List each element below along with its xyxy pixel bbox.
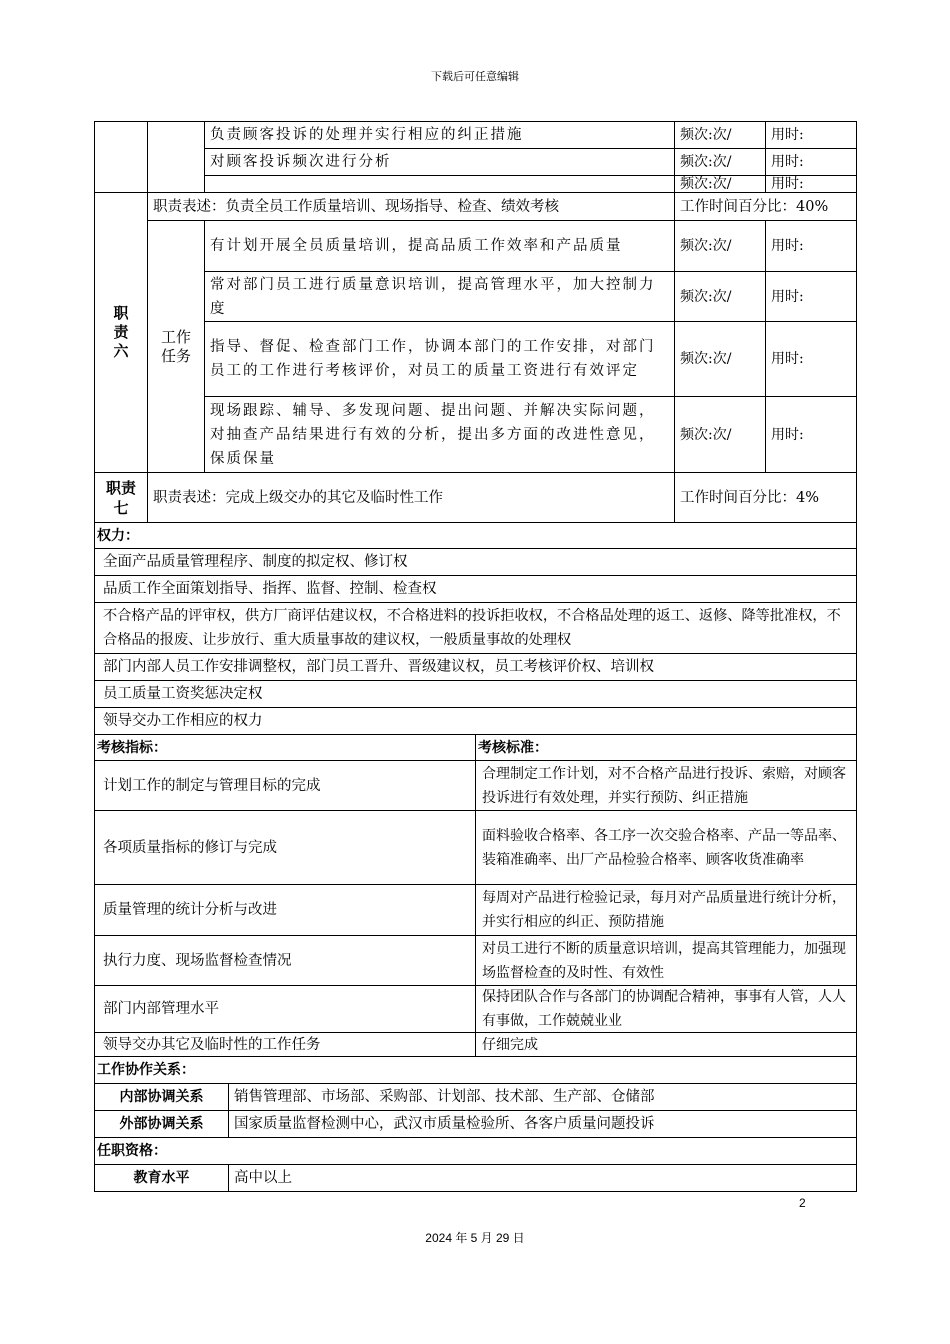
task-frequency: 频次:次/ bbox=[674, 121, 766, 149]
assessment-standard: 合理制定工作计划，对不合格产品进行投诉、索赔，对顾客投诉进行有效处理，并实行预防、纠正措施 bbox=[475, 760, 857, 811]
task-time: 用时: bbox=[765, 271, 857, 322]
qualification-section-title: 任职资格： bbox=[94, 1137, 857, 1165]
task-frequency: 频次:次/ bbox=[674, 396, 766, 473]
rights-section-title: 权力： bbox=[94, 522, 857, 549]
task-frequency: 频次:次/ bbox=[674, 271, 766, 322]
internal-coordination-value: 销售管理部、市场部、采购部、计划部、技术部、生产部、仓储部 bbox=[228, 1083, 857, 1111]
task-text: 负责顾客投诉的处理并实行相应的纠正措施 bbox=[204, 121, 675, 149]
prev-task-label-cell bbox=[147, 121, 205, 193]
task-time: 用时: bbox=[765, 396, 857, 473]
assessment-indicator: 部门内部管理水平 bbox=[94, 985, 476, 1033]
internal-coordination-label: 内部协调关系 bbox=[94, 1083, 229, 1111]
duty-seven-label: 职责 七 bbox=[94, 472, 148, 523]
assessment-indicator: 计划工作的制定与管理目标的完成 bbox=[94, 760, 476, 811]
footer-date: 2024 年 5 月 29 日 bbox=[425, 1231, 525, 1245]
prev-duty-label-cell bbox=[94, 121, 148, 193]
task-text: 指导、督促、检查部门工作，协调本部门的工作安排，对部门员工的工作进行考核评价，对员工的质量工资进行有效评定 bbox=[204, 321, 675, 397]
assessment-indicator: 各项质量指标的修订与完成 bbox=[94, 810, 476, 885]
task-frequency: 频次:次/ bbox=[674, 321, 766, 397]
right-item: 不合格产品的评审权，供方厂商评估建议权，不合格进料的投诉拒收权，不合格品处理的返工、返修、降等批准权，不合格品的报废、让步放行、重大质量事故的建议权，一般质量事故的处理权 bbox=[94, 602, 857, 654]
task-time: 用时: bbox=[765, 321, 857, 397]
task-time: 用时: bbox=[765, 121, 857, 149]
assessment-standard-title: 考核标准： bbox=[475, 734, 857, 761]
task-frequency: 频次:次/ bbox=[674, 148, 766, 176]
duty-six-statement: 职责表述：负责全员工作质量培训、现场指导、检查、绩效考核 bbox=[147, 192, 675, 221]
duty-seven-statement: 职责表述：完成上级交办的其它及临时性工作 bbox=[147, 472, 675, 523]
task-frequency: 频次:次/ bbox=[674, 175, 766, 193]
task-text: 现场跟踪、辅导、多发现问题、提出问题、并解决实际问题，对抽查产品结果进行有效的分析，提出多方面的改进性意见，保质保量 bbox=[204, 396, 675, 473]
education-label: 教育水平 bbox=[94, 1164, 229, 1192]
assessment-standard: 保持团队合作与各部门的协调配合精神，事事有人管，人人有事做，工作兢兢业业 bbox=[475, 985, 857, 1033]
task-text: 常对部门员工进行质量意识培训，提高管理水平，加大控制力度 bbox=[204, 271, 675, 322]
task-frequency: 频次:次/ bbox=[674, 220, 766, 272]
right-item: 全面产品质量管理程序、制度的拟定权、修订权 bbox=[94, 548, 857, 576]
right-item: 品质工作全面策划指导、指挥、监督、控制、检查权 bbox=[94, 575, 857, 603]
task-text: 有计划开展全员质量培训，提高品质工作效率和产品质量 bbox=[204, 220, 675, 272]
external-coordination-label: 外部协调关系 bbox=[94, 1110, 229, 1138]
task-text: 对顾客投诉频次进行分析 bbox=[204, 148, 675, 176]
right-item: 领导交办工作相应的权力 bbox=[94, 707, 857, 735]
task-time: 用时: bbox=[765, 148, 857, 176]
education-value: 高中以上 bbox=[228, 1164, 857, 1192]
duty-seven-time-percent: 工作时间百分比：4% bbox=[674, 472, 857, 523]
assessment-indicator: 领导交办其它及临时性的工作任务 bbox=[94, 1032, 476, 1057]
page-number: 2 bbox=[799, 1196, 806, 1210]
right-item: 部门内部人员工作安排调整权，部门员工晋升、晋级建议权，员工考核评价权、培训权 bbox=[94, 653, 857, 681]
task-text bbox=[204, 175, 675, 193]
task-label: 工作 任务 bbox=[147, 220, 205, 473]
assessment-standard: 面料验收合格率、各工序一次交验合格率、产品一等品率、装箱准确率、出厂产品检验合格率、顾客收货准确率 bbox=[475, 810, 857, 885]
duty-six-label: 职 责 六 bbox=[94, 192, 148, 473]
assessment-indicator: 执行力度、现场监督检查情况 bbox=[94, 935, 476, 986]
page-header: 下载后可任意编辑 bbox=[431, 70, 519, 83]
task-time: 用时: bbox=[765, 220, 857, 272]
assessment-standard: 每周对产品进行检验记录，每月对产品质量进行统计分析，并实行相应的纠正、预防措施 bbox=[475, 884, 857, 936]
cooperation-section-title: 工作协作关系： bbox=[94, 1056, 857, 1084]
assessment-indicator-title: 考核指标： bbox=[94, 734, 476, 761]
external-coordination-value: 国家质量监督检测中心，武汉市质量检验所、各客户质量问题投诉 bbox=[228, 1110, 857, 1138]
task-time: 用时: bbox=[765, 175, 857, 193]
right-item: 员工质量工资奖惩决定权 bbox=[94, 680, 857, 708]
assessment-standard: 仔细完成 bbox=[475, 1032, 857, 1057]
assessment-standard: 对员工进行不断的质量意识培训，提高其管理能力，加强现场监督检查的及时性、有效性 bbox=[475, 935, 857, 986]
assessment-indicator: 质量管理的统计分析与改进 bbox=[94, 884, 476, 936]
duty-six-time-percent: 工作时间百分比：40% bbox=[674, 192, 857, 221]
